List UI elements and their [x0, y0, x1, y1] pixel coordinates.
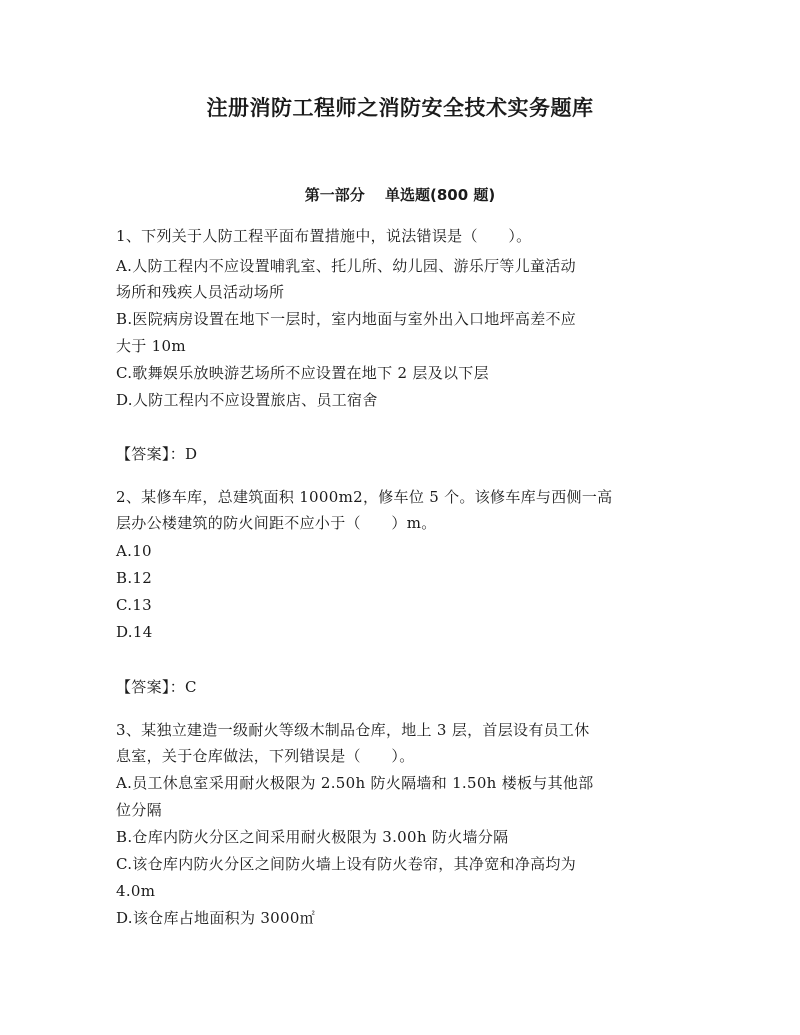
- question-2-stem: 2、某修车库，总建筑面积 1000m2，修车位 5 个。该修车库与西侧一高: [116, 488, 613, 506]
- question-2-stem-cont: 层办公楼建筑的防火间距不应小于（ ）m。: [116, 514, 437, 532]
- question-3-stem: 3、某独立建造一级耐火等级木制品仓库，地上 3 层，首层设有员工休: [116, 721, 590, 739]
- question-2-option-c: C.13: [116, 596, 152, 614]
- section-heading: 第一部分 单选题(800 题): [304, 186, 496, 204]
- question-1-option-b: B.医院病房设置在地下一层时，室内地面与室外出入口地坪高差不应: [116, 310, 577, 328]
- question-1-stem: 1、下列关于人防工程平面布置措施中，说法错误是（ ）。: [116, 227, 532, 245]
- question-2-answer: 【答案】：C: [116, 678, 197, 696]
- question-1-answer: 【答案】：D: [116, 445, 198, 463]
- question-1-option-b-cont: 大于 10m: [116, 337, 186, 355]
- question-3-option-c-cont: 4.0m: [116, 882, 156, 900]
- question-3-option-d: D.该仓库占地面积为 3000㎡: [116, 909, 316, 927]
- question-3-option-b: B.仓库内防火分区之间采用耐火极限为 3.00h 防火墙分隔: [116, 828, 509, 846]
- question-2-option-d: D.14: [116, 623, 153, 641]
- question-1-option-a: A.人防工程内不应设置哺乳室、托儿所、幼儿园、游乐厅等儿童活动: [116, 257, 576, 275]
- question-2-option-b: B.12: [116, 569, 153, 587]
- document-title: 注册消防工程师之消防安全技术实务题库: [206, 96, 594, 120]
- question-3-option-c: C.该仓库内防火分区之间防火墙上设有防火卷帘，其净宽和净高均为: [116, 855, 577, 873]
- question-3-option-a: A.员工休息室采用耐火极限为 2.50h 防火隔墙和 1.50h 楼板与其他部: [116, 774, 594, 792]
- question-1-option-d: D.人防工程内不应设置旅店、员工宿舍: [116, 391, 378, 409]
- question-3-stem-cont: 息室，关于仓库做法，下列错误是（ ）。: [116, 747, 415, 765]
- question-3-option-a-cont: 位分隔: [116, 801, 162, 819]
- question-1-option-a-cont: 场所和残疾人员活动场所: [116, 283, 285, 301]
- question-2-option-a: A.10: [116, 542, 152, 560]
- question-1-option-c: C.歌舞娱乐放映游艺场所不应设置在地下 2 层及以下层: [116, 364, 489, 382]
